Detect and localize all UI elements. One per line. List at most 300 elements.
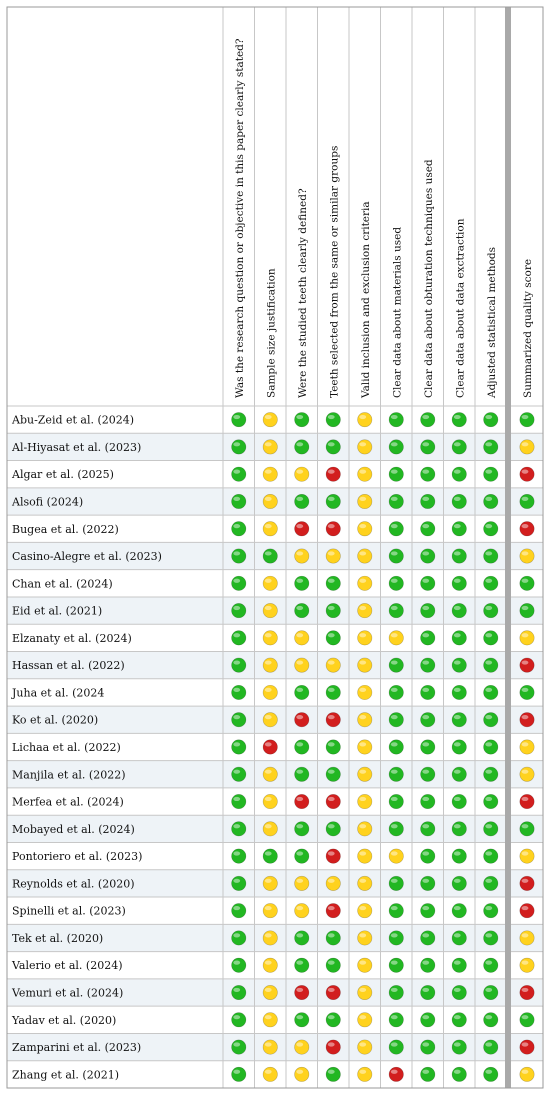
rating-dot [421, 440, 435, 454]
rating-dot-highlight [359, 742, 366, 746]
rating-dot-highlight [265, 961, 272, 965]
rating-dot-highlight [233, 524, 240, 528]
rating-dot-highlight [265, 1070, 272, 1074]
study-label: Hassan et al. (2022) [12, 659, 125, 673]
rating-dot [484, 767, 498, 781]
rating-dot [295, 440, 309, 454]
rating-dot-highlight [359, 906, 366, 910]
rating-dot-highlight [359, 1070, 366, 1074]
rating-dot-highlight [485, 1070, 492, 1074]
rating-dot-highlight [422, 715, 429, 719]
rating-dot-highlight [233, 442, 240, 446]
rating-dot-highlight [296, 606, 303, 610]
rating-dot-highlight [296, 660, 303, 664]
rating-dot-highlight [265, 688, 272, 692]
rating-dot [232, 603, 246, 617]
rating-dot-highlight [328, 660, 335, 664]
rating-dot-highlight [454, 1015, 461, 1019]
rating-dot-highlight [265, 606, 272, 610]
rating-dot [452, 767, 466, 781]
rating-dot [326, 903, 340, 917]
column-header: Clear data about materials used [391, 226, 404, 398]
rating-dot-highlight [296, 442, 303, 446]
study-label: Mobayed et al. (2024) [12, 822, 135, 836]
rating-dot-highlight [265, 497, 272, 501]
rating-dot-highlight [522, 579, 529, 583]
column-header: Were the studied teeth clearly defined? [296, 188, 309, 398]
rating-dot [421, 1040, 435, 1054]
rating-dot-highlight [265, 933, 272, 937]
rating-dot [452, 1013, 466, 1027]
rating-dot-highlight [422, 770, 429, 774]
rating-dot [421, 494, 435, 508]
rating-dot-highlight [391, 961, 398, 965]
rating-dot-highlight [359, 497, 366, 501]
rating-dot [421, 576, 435, 590]
rating-dot [452, 440, 466, 454]
rating-dot [389, 522, 403, 536]
study-label: Pontoriero et al. (2023) [12, 850, 143, 864]
rating-dot [389, 1067, 403, 1081]
rating-dot [389, 549, 403, 563]
rating-dot-highlight [422, 742, 429, 746]
rating-dot [232, 467, 246, 481]
rating-dot-highlight [296, 1015, 303, 1019]
rating-dot [452, 849, 466, 863]
rating-dot [358, 931, 372, 945]
rating-dot [484, 603, 498, 617]
rating-dot-highlight [296, 579, 303, 583]
rating-dot-highlight [233, 633, 240, 637]
study-label: Juha et al. (2024 [12, 686, 105, 700]
rating-dot-highlight [485, 715, 492, 719]
rating-dot-highlight [422, 551, 429, 555]
rating-dot [295, 1067, 309, 1081]
rating-dot-highlight [391, 824, 398, 828]
rating-dot [484, 467, 498, 481]
rating-dot [326, 931, 340, 945]
rating-dot-highlight [328, 442, 335, 446]
rating-dot [421, 849, 435, 863]
rating-dot-highlight [522, 470, 529, 474]
rating-dot-highlight [422, 961, 429, 965]
rating-dot [421, 767, 435, 781]
rating-dot [452, 522, 466, 536]
rating-dot [232, 522, 246, 536]
rating-dot [232, 549, 246, 563]
rating-dot [421, 958, 435, 972]
rating-dot-highlight [328, 415, 335, 419]
rating-dot [326, 1040, 340, 1054]
rating-dot-highlight [359, 824, 366, 828]
rating-dot-highlight [522, 1070, 529, 1074]
rating-dot-highlight [296, 933, 303, 937]
rating-dot [520, 522, 534, 536]
rating-dot [389, 1040, 403, 1054]
rating-dot-highlight [296, 633, 303, 637]
rating-dot [520, 849, 534, 863]
rating-dot [295, 631, 309, 645]
rating-dot [263, 631, 277, 645]
rating-dot-highlight [454, 715, 461, 719]
rating-dot [295, 412, 309, 426]
rating-dot [358, 685, 372, 699]
rating-dot [452, 412, 466, 426]
rating-dot [484, 494, 498, 508]
rating-dot [263, 467, 277, 481]
rating-dot-highlight [391, 606, 398, 610]
rating-dot [421, 903, 435, 917]
study-label: Tek et al. (2020) [12, 931, 104, 945]
rating-dot [326, 1013, 340, 1027]
rating-dot-highlight [328, 742, 335, 746]
rating-dot [484, 1067, 498, 1081]
rating-dot-highlight [359, 988, 366, 992]
study-label: Chan et al. (2024) [12, 577, 113, 591]
rating-dot [326, 603, 340, 617]
rating-dot-highlight [391, 551, 398, 555]
rating-dot [232, 849, 246, 863]
rating-dot-highlight [422, 497, 429, 501]
rating-dot-highlight [522, 606, 529, 610]
rating-dot [520, 576, 534, 590]
rating-dot [326, 576, 340, 590]
rating-dot-highlight [454, 688, 461, 692]
rating-dot [452, 549, 466, 563]
rating-dot [452, 603, 466, 617]
rating-dot [263, 931, 277, 945]
rating-dot [421, 985, 435, 999]
rating-dot [263, 767, 277, 781]
rating-dot-highlight [422, 415, 429, 419]
rating-dot-highlight [454, 851, 461, 855]
rating-dot [389, 576, 403, 590]
rating-dot [389, 412, 403, 426]
rating-dot-highlight [233, 551, 240, 555]
rating-dot [520, 440, 534, 454]
rating-dot [232, 685, 246, 699]
rating-dot-highlight [522, 770, 529, 774]
rating-dot-highlight [522, 879, 529, 883]
rating-dot [520, 931, 534, 945]
rating-dot [358, 467, 372, 481]
rating-dot [452, 931, 466, 945]
rating-dot [358, 740, 372, 754]
rating-dot [295, 767, 309, 781]
rating-dot-highlight [359, 1042, 366, 1046]
study-label: Elzanaty et al. (2024) [12, 631, 132, 645]
rating-dot [326, 794, 340, 808]
rating-dot [389, 440, 403, 454]
rating-dot [484, 576, 498, 590]
rating-dot-highlight [391, 415, 398, 419]
rating-dot-highlight [522, 797, 529, 801]
rating-dot-highlight [265, 415, 272, 419]
rating-dot-highlight [454, 1042, 461, 1046]
rating-dot [484, 412, 498, 426]
rating-dot [232, 494, 246, 508]
rating-dot-highlight [233, 606, 240, 610]
rating-dot [421, 1013, 435, 1027]
rating-dot [421, 685, 435, 699]
rating-dot-highlight [391, 442, 398, 446]
rating-dot [232, 1013, 246, 1027]
study-label: Ko et al. (2020) [12, 713, 99, 727]
rating-dot [358, 985, 372, 999]
rating-dot [520, 603, 534, 617]
rating-dot-highlight [265, 551, 272, 555]
rating-dot-highlight [422, 933, 429, 937]
rating-dot [484, 440, 498, 454]
rating-dot [326, 412, 340, 426]
rating-dot [452, 467, 466, 481]
rating-dot-highlight [454, 579, 461, 583]
rating-dot-highlight [328, 524, 335, 528]
rating-dot [263, 1067, 277, 1081]
study-label: Eid et al. (2021) [12, 604, 103, 618]
rating-dot-highlight [359, 688, 366, 692]
rating-dot-highlight [422, 660, 429, 664]
rating-dot [263, 603, 277, 617]
rating-dot [326, 713, 340, 727]
rating-dot [520, 412, 534, 426]
study-label: Spinelli et al. (2023) [12, 904, 126, 918]
study-label: Lichaa et al. (2022) [12, 741, 121, 754]
study-label: Casino-Alegre et al. (2023) [12, 550, 162, 564]
rating-dot-highlight [265, 715, 272, 719]
rating-dot [295, 876, 309, 890]
study-label: Valerio et al. (2024) [12, 959, 123, 973]
rating-dot-highlight [359, 933, 366, 937]
rating-dot-highlight [233, 579, 240, 583]
rating-dot-highlight [265, 660, 272, 664]
rating-dot-highlight [359, 851, 366, 855]
rating-dot [232, 985, 246, 999]
rating-dot-highlight [233, 933, 240, 937]
rating-dot [326, 494, 340, 508]
rating-dot-highlight [391, 988, 398, 992]
rating-dot-highlight [265, 579, 272, 583]
rating-dot [520, 685, 534, 699]
rating-dot [452, 685, 466, 699]
column-header: Was the research question or objective in this paper clearly stated? [233, 38, 246, 398]
rating-dot-highlight [422, 524, 429, 528]
rating-dot-highlight [391, 633, 398, 637]
column-header: Adjusted statistical methods [485, 246, 498, 398]
rating-dot [263, 549, 277, 563]
rating-dot [421, 603, 435, 617]
rating-dot-highlight [328, 1070, 335, 1074]
rating-dot [389, 658, 403, 672]
rating-dot [358, 1040, 372, 1054]
column-header: Summarized quality score [522, 258, 534, 398]
rating-dot-highlight [485, 961, 492, 965]
rating-dot [452, 576, 466, 590]
rating-dot-highlight [265, 524, 272, 528]
rating-dot [263, 658, 277, 672]
rating-dot-highlight [391, 770, 398, 774]
rating-dot-highlight [422, 470, 429, 474]
rating-dot [295, 958, 309, 972]
rating-dot-highlight [454, 415, 461, 419]
rating-dot [232, 822, 246, 836]
rating-dot-highlight [328, 824, 335, 828]
rating-dot-highlight [233, 742, 240, 746]
rating-dot [326, 985, 340, 999]
rating-dot-highlight [296, 797, 303, 801]
rating-dot-highlight [233, 1070, 240, 1074]
rating-dot [295, 849, 309, 863]
rating-dot-highlight [485, 933, 492, 937]
rating-dot [484, 931, 498, 945]
column-header: Clear data about obturation techniques used [422, 159, 435, 398]
rating-dot [520, 631, 534, 645]
rating-dot-highlight [485, 797, 492, 801]
rating-dot [520, 1040, 534, 1054]
rating-dot [389, 685, 403, 699]
rating-dot-highlight [296, 715, 303, 719]
rating-dot-highlight [391, 851, 398, 855]
rating-dot [232, 713, 246, 727]
rating-dot [232, 958, 246, 972]
rating-dot [295, 713, 309, 727]
rating-dot [358, 1013, 372, 1027]
rating-dot [358, 440, 372, 454]
rating-dot-highlight [391, 742, 398, 746]
rating-dot [389, 767, 403, 781]
rating-dot [389, 985, 403, 999]
rating-dot-highlight [328, 715, 335, 719]
rating-dot [326, 740, 340, 754]
study-label: Alsofi (2024) [12, 495, 84, 509]
rating-dot [484, 849, 498, 863]
rating-dot [295, 522, 309, 536]
rating-dot [232, 740, 246, 754]
rating-dot-highlight [265, 633, 272, 637]
rating-dot-highlight [359, 961, 366, 965]
rating-dot-highlight [328, 606, 335, 610]
rating-dot [295, 494, 309, 508]
rating-dot [520, 740, 534, 754]
rating-dot-highlight [454, 1070, 461, 1074]
rating-dot-highlight [328, 579, 335, 583]
rating-dot [484, 822, 498, 836]
rating-dot [358, 849, 372, 863]
rating-dot-highlight [422, 906, 429, 910]
rating-dot-highlight [454, 742, 461, 746]
rating-dot-highlight [233, 1015, 240, 1019]
rating-dot-highlight [422, 606, 429, 610]
rating-dot [358, 412, 372, 426]
rating-dot [421, 931, 435, 945]
rating-dot-highlight [296, 524, 303, 528]
rating-dot-highlight [422, 633, 429, 637]
rating-dot-highlight [233, 497, 240, 501]
rating-dot-highlight [328, 879, 335, 883]
rating-dot-highlight [422, 988, 429, 992]
rating-dot [358, 549, 372, 563]
rating-dot [263, 849, 277, 863]
rating-dot-highlight [422, 1042, 429, 1046]
rating-dot-highlight [422, 688, 429, 692]
rating-dot [452, 631, 466, 645]
rating-dot [389, 631, 403, 645]
rating-dot [263, 685, 277, 699]
rating-dot [232, 658, 246, 672]
rating-dot-highlight [522, 1015, 529, 1019]
rating-dot-highlight [454, 797, 461, 801]
rating-dot-highlight [485, 579, 492, 583]
rating-dot-highlight [391, 688, 398, 692]
rating-dot [232, 767, 246, 781]
rating-dot-highlight [265, 851, 272, 855]
rating-dot [520, 958, 534, 972]
rating-dot [358, 794, 372, 808]
rating-dot-highlight [233, 470, 240, 474]
rating-dot [421, 1067, 435, 1081]
rating-dot-highlight [422, 851, 429, 855]
study-label: Manjila et al. (2022) [12, 768, 126, 782]
rating-dot-highlight [296, 497, 303, 501]
rating-dot-highlight [454, 660, 461, 664]
study-label: Bugea et al. (2022) [12, 522, 119, 536]
rating-dot-highlight [485, 415, 492, 419]
rating-dot-highlight [265, 1015, 272, 1019]
rating-dot [452, 1067, 466, 1081]
rating-dot-highlight [233, 988, 240, 992]
rating-dot [295, 740, 309, 754]
rating-dot-highlight [233, 688, 240, 692]
rating-dot-highlight [391, 579, 398, 583]
rating-dot-highlight [522, 742, 529, 746]
rating-dot [295, 685, 309, 699]
rating-dot-highlight [233, 1042, 240, 1046]
rating-dot-highlight [328, 770, 335, 774]
rating-dot-highlight [454, 470, 461, 474]
rating-dot-highlight [359, 551, 366, 555]
rating-dot [520, 1013, 534, 1027]
rating-dot [263, 522, 277, 536]
rating-dot-highlight [522, 415, 529, 419]
rating-dot-highlight [454, 551, 461, 555]
rating-dot [389, 1013, 403, 1027]
rating-dot [232, 1040, 246, 1054]
rating-dot-highlight [454, 442, 461, 446]
rating-dot [295, 985, 309, 999]
rating-dot-highlight [265, 742, 272, 746]
rating-dot-highlight [359, 770, 366, 774]
rating-dot [421, 740, 435, 754]
rating-dot-highlight [454, 961, 461, 965]
rating-dot [484, 631, 498, 645]
rating-dot [484, 740, 498, 754]
rating-dot-highlight [485, 742, 492, 746]
rating-dot-highlight [296, 770, 303, 774]
rating-dot [263, 903, 277, 917]
rating-dot-highlight [454, 988, 461, 992]
rating-dot [295, 822, 309, 836]
rating-dot [295, 903, 309, 917]
rating-dot-highlight [296, 851, 303, 855]
rating-dot-highlight [359, 579, 366, 583]
rating-dot-highlight [233, 824, 240, 828]
rating-dot-highlight [454, 879, 461, 883]
rating-dot [520, 822, 534, 836]
rating-dot [295, 794, 309, 808]
rating-dot [326, 822, 340, 836]
rating-dot-highlight [391, 879, 398, 883]
rating-dot [452, 494, 466, 508]
